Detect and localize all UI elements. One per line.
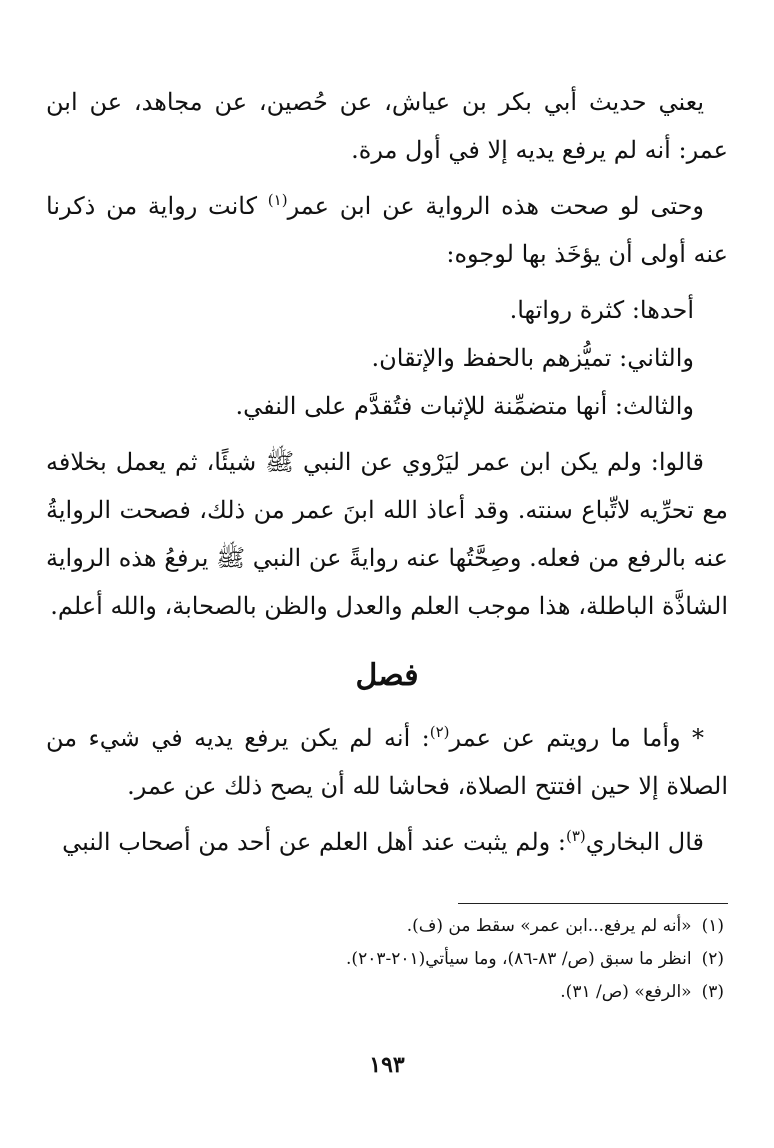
paragraph-1: يعني حديث أبي بكر بن عياش، عن حُصين، عن مجاهد، عن ابن عمر: أنه لم يرفع يديه إلا في أول مرة.: [46, 88, 728, 164]
page-number: ١٩٣: [369, 1052, 405, 1078]
footnote-divider: [458, 903, 728, 904]
paragraph-7: [46, 714, 728, 810]
paragraph-7-part-b: : أنه لم يكن يرفع يديه في شيء من الصلاة إلا حين افتتح الصلاة، فحاشا لله أن يصح ذلك عن عمر.: [46, 724, 728, 800]
footnote-2-text: انظر ما سبق (ص/ ٨٣-٨٦)، وما سيأتي(٢٠١-٢٠٣).: [346, 949, 692, 969]
footnote-1-text: «أنه لم يرفع...ابن عمر» سقط من (ف).: [406, 916, 692, 936]
paragraph-2: [46, 182, 728, 278]
reason-2: والثاني: تميُّزهم بالحفظ والإتقان.: [371, 344, 694, 372]
footnotes: [46, 910, 724, 1009]
paragraph-8-part-b: : ولم يثبت عند أهل العلم عن أحد من أصحاب النبي: [62, 828, 566, 856]
footnote-2-number: (٢): [701, 949, 724, 969]
footnote-1-number: (١): [701, 916, 724, 936]
reason-1: أحدها: كثرة رواتها.: [509, 296, 694, 324]
footnote-ref-3[interactable]: (٣): [565, 827, 586, 845]
footnote-ref-2[interactable]: (٢): [429, 723, 450, 741]
main-text: [46, 78, 728, 874]
paragraph-7-part-a: * وأما ما رويتم عن عمر: [449, 724, 705, 752]
footnote-1: [46, 910, 724, 943]
footnote-3-number: (٣): [701, 982, 724, 1002]
paragraph-8: [46, 818, 728, 866]
footnote-2: [46, 943, 724, 976]
paragraph-6: قالوا: ولم يكن ابن عمر ليَرْوي عن النبي ﷺ شيئًا، ثم يعمل بخلافه مع تحرِّيه لاتِّباع سنته. وقد أعاذ الله ابنَ عمر من ذلك، فصحت الروايةُ عنه بالرفع من فعله. وصِحَّتُها عنه روايةً عن النبي ﷺ يرفعُ هذه الرواية الشاذَّة الباطلة، هذا موجب العلم والعدل والظن بالصحابة، والله أعلم.: [46, 448, 728, 620]
section-heading: فصل: [355, 658, 419, 693]
footnote-3-text: «الرفع» (ص/ ٣١).: [560, 982, 692, 1002]
reason-3: والثالث: أنها متضمِّنة للإثبات فتُقدَّم على النفي.: [235, 392, 694, 420]
paragraph-8-part-a: قال البخاري: [585, 828, 704, 856]
footnote-3: [46, 976, 724, 1009]
paragraph-2-part-a: وحتى لو صحت هذه الرواية عن ابن عمر: [287, 192, 704, 220]
footnote-ref-1[interactable]: (١): [267, 191, 288, 209]
paragraph-2-part-b: كانت رواية من ذكرنا عنه أولى أن يؤخَذ بها لوجوه:: [46, 192, 728, 268]
